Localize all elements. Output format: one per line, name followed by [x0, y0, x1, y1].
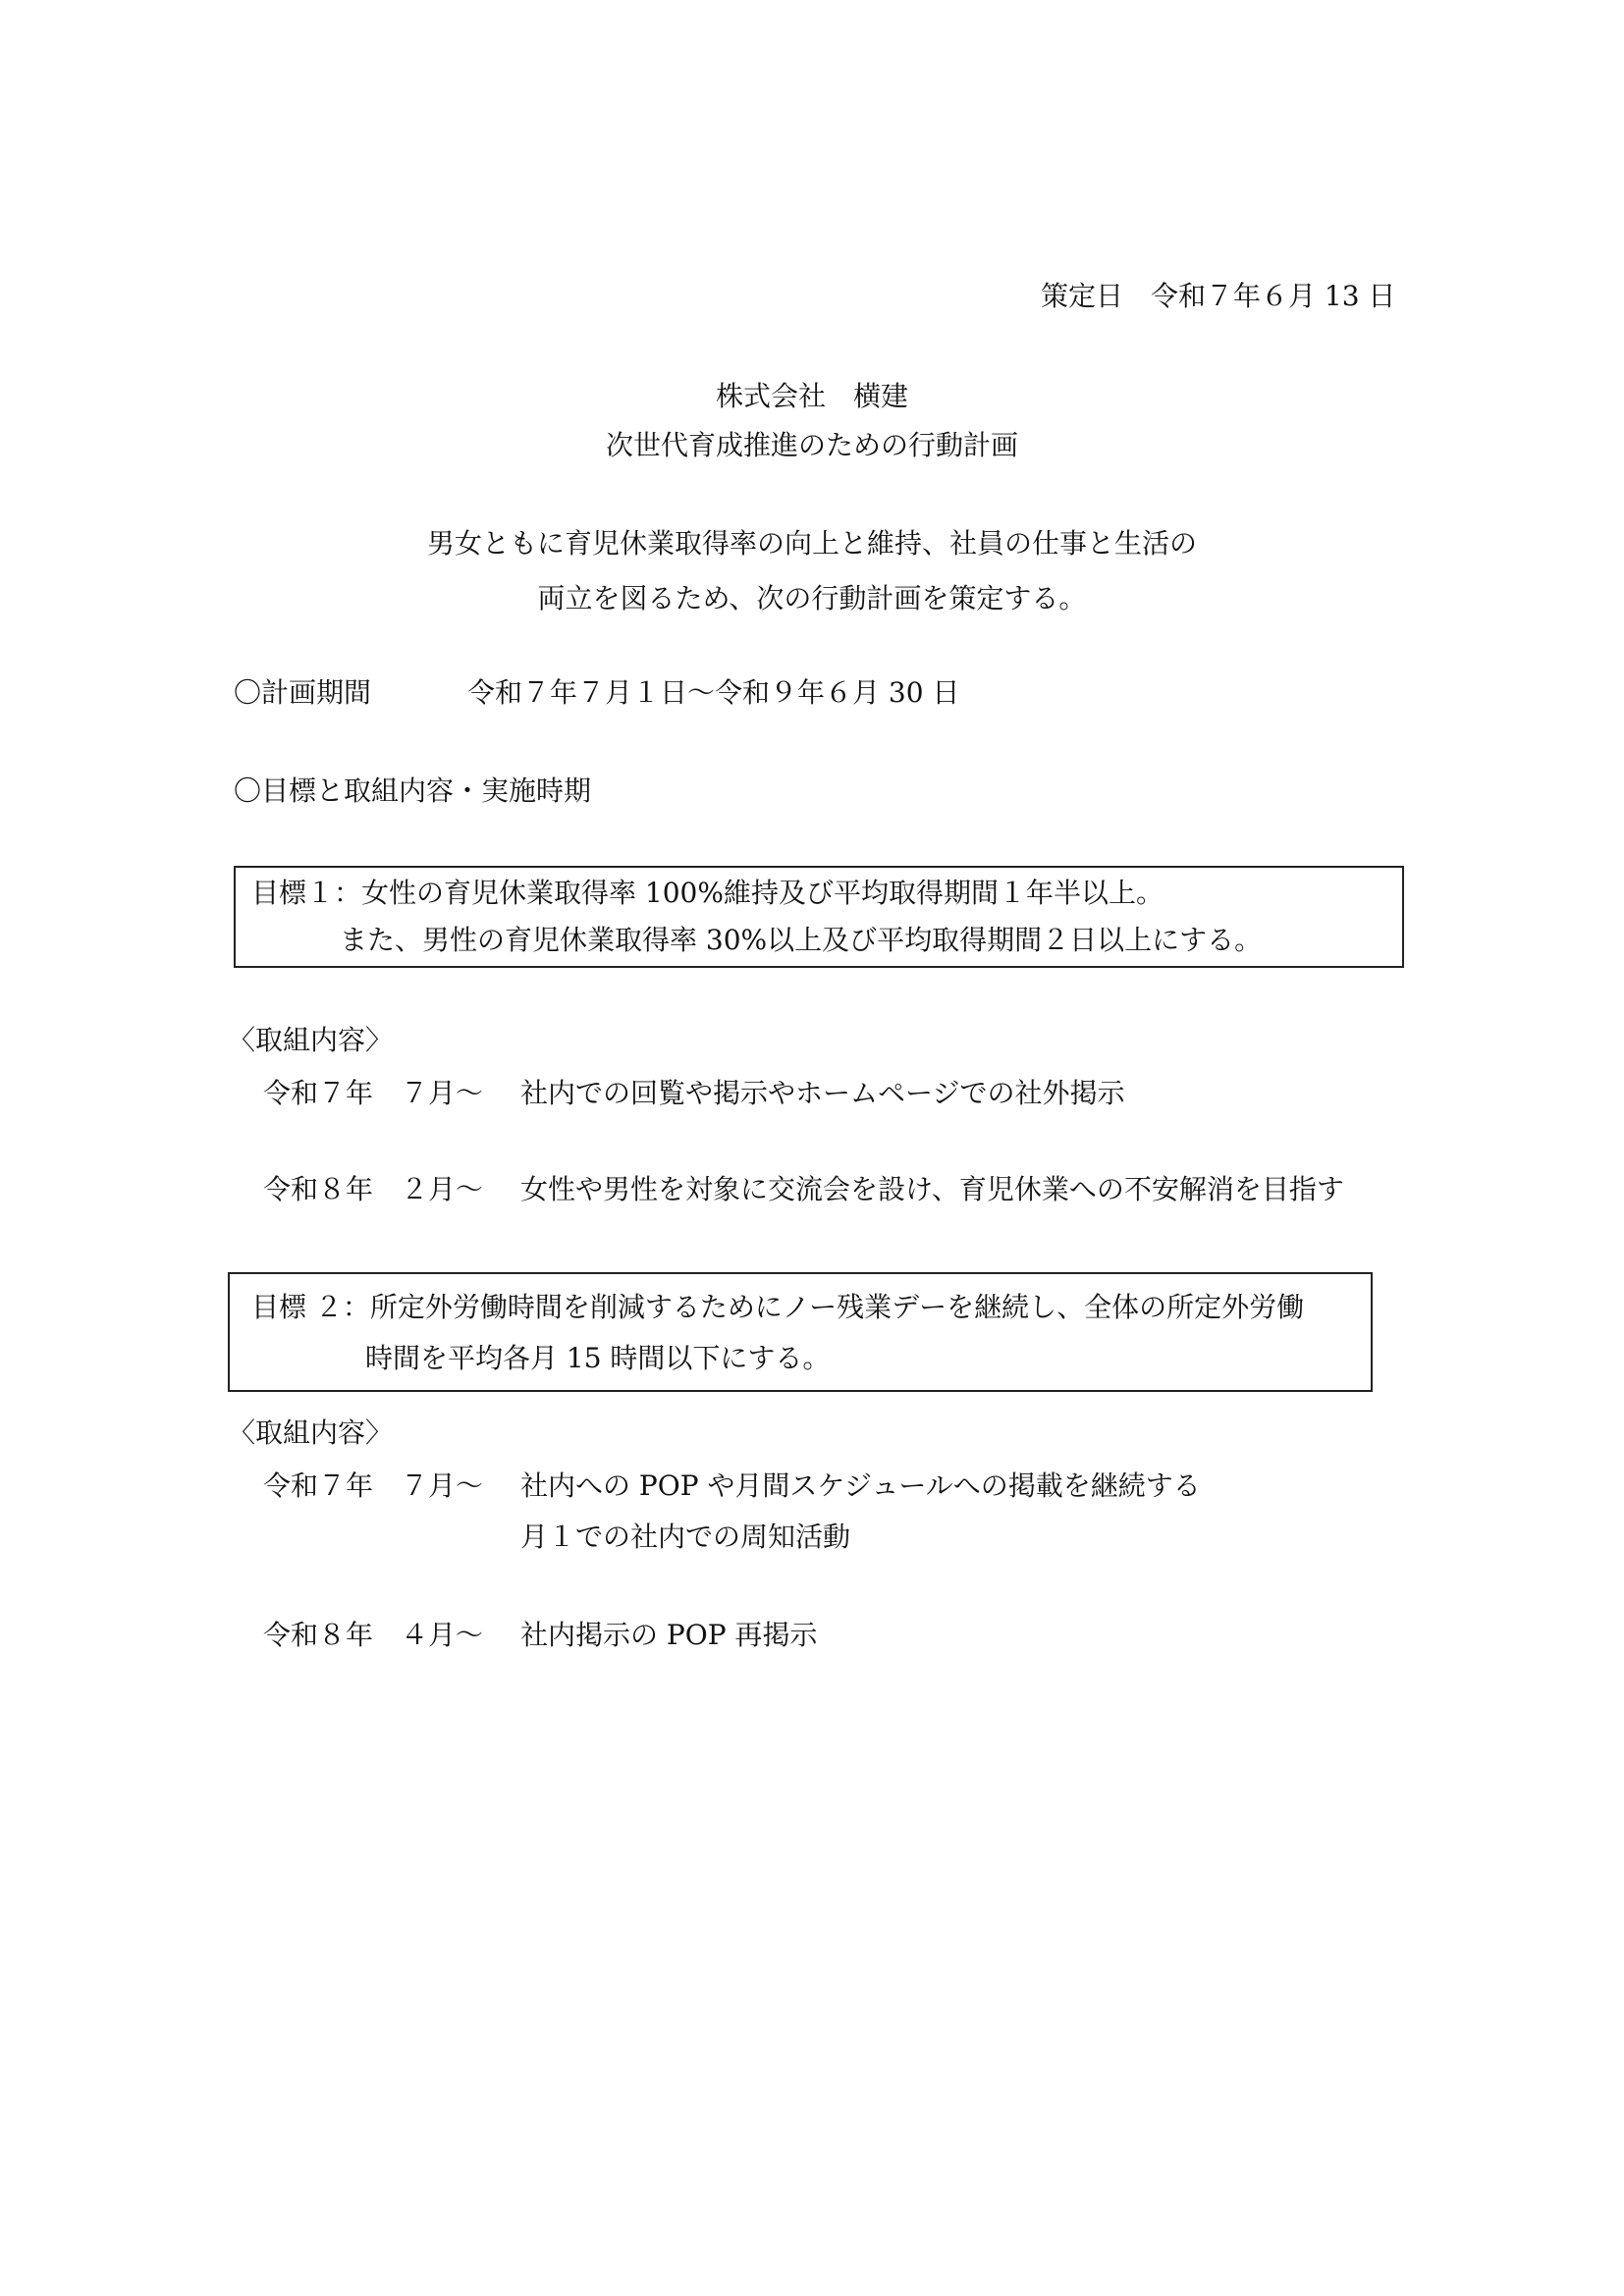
- actions-2-heading: 〈取組内容〉: [228, 1416, 394, 1449]
- section-heading: 〇目標と取組内容・実施時期: [234, 774, 592, 807]
- intro-line-2: 両立を図るため、次の行動計画を策定する。: [537, 582, 1087, 614]
- actions-2-item-2-text: 社内掲示の POP 再掲示: [520, 1619, 818, 1651]
- plan-period-label: 〇計画期間: [234, 676, 372, 709]
- actions-2-item-1-when: 令和７年 ７月～: [263, 1469, 484, 1502]
- goal-1-box: [234, 866, 1404, 968]
- goal-1-line-2: また、男性の育児休業取得率 30%以上及び平均取得期間２日以上にする。: [340, 924, 1263, 956]
- document-title: 次世代育成推進のための行動計画: [605, 429, 1018, 461]
- actions-1-item-1-when: 令和７年 ７月～: [263, 1077, 484, 1109]
- goal-2-line-2: 時間を平均各月 15 時間以下にする。: [365, 1342, 831, 1374]
- goal-2-box: [228, 1272, 1373, 1392]
- plan-period-value: 令和７年７月１日～令和９年６月 30 日: [467, 676, 960, 709]
- intro-line-1: 男女ともに育児休業取得率の向上と維持、社員の仕事と生活の: [426, 527, 1197, 560]
- goal-2-line-1: 目標 ２：所定外労働時間を削減するためにノー残業デーを継続し、全体の所定外労働: [251, 1291, 1305, 1323]
- actions-2-item-1-text: 社内への POP や月間スケジュールへの掲載を継続する: [520, 1469, 1201, 1502]
- goal-1-line-1: 目標１：女性の育児休業取得率 100%維持及び平均取得期間１年半以上。: [251, 877, 1164, 909]
- company-name: 株式会社 横建: [715, 380, 908, 412]
- actions-2-item-2-when: 令和８年 ４月～: [263, 1619, 484, 1651]
- actions-1-item-1-text: 社内での回覧や掲示やホームページでの社外掲示: [520, 1077, 1125, 1109]
- actions-2-item-1-text-2: 月１での社内での周知活動: [520, 1521, 851, 1553]
- actions-1-heading: 〈取組内容〉: [228, 1024, 394, 1056]
- actions-1-item-2-when: 令和８年 ２月～: [263, 1173, 484, 1205]
- date-line: 策定日 令和７年６月 13 日: [1041, 280, 1396, 312]
- actions-1-item-2-text: 女性や男性を対象に交流会を設け、育児休業への不安解消を目指す: [520, 1173, 1344, 1205]
